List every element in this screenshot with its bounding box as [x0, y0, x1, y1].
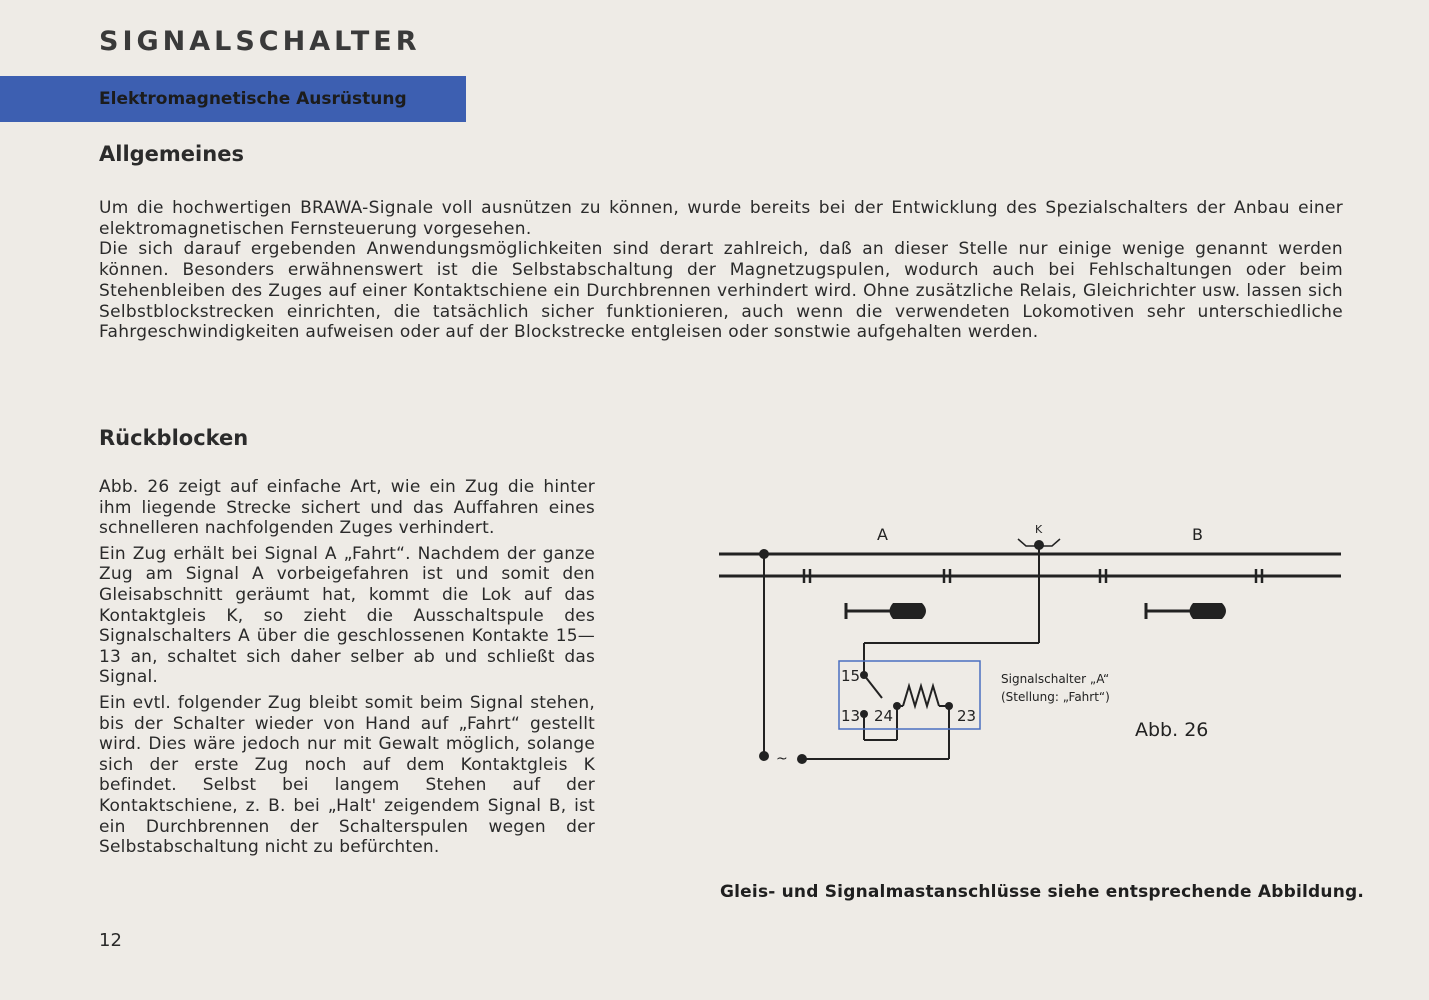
terminal-13-label: 13: [841, 707, 861, 725]
terminal-15-label: 15: [841, 667, 861, 685]
intro-text: [99, 198, 1343, 343]
heading-rueckblocken: Rückblocken: [99, 426, 249, 450]
page-title: SIGNALSCHALTER: [99, 26, 421, 57]
ac-terminal-left: [759, 751, 769, 761]
switch-name: Signalschalter „A“: [1001, 672, 1110, 686]
intro-paragraph: Die sich darauf ergebenden Anwendungsmöglichkeiten sind derart zahlreich, daß an dieser Stelle nur einige wenige genannt werden können. Besonders erwähnenswert ist die Selbstabschaltung der Magnetzugspulen, wodurch auch bei Fehlschaltungen oder beim Stehenbleiben des Zuges auf einer Kontaktschiene ein Durchbrennen verhindert wird. Ohne zusätzliche Relais, Gleichrichter usw. lassen sich Selbstblockstrecken einrichten, die tatsächlich sicher funktionieren, auch wenn die verwendeten Lokomotiven sehr unterschiedliche Fahrgeschwindigkeiten aufweisen oder auf der Blockstrecke entgleisen oder sonstwie aufgehalten werden.: [99, 239, 1343, 343]
heading-allgemeines: Allgemeines: [99, 142, 244, 166]
rueckblocken-paragraph: Ein Zug erhält bei Signal A „Fahrt“. Nachdem der ganze Zug am Signal A vorbeigefahren ist und somit den Gleisabschnitt geräumt hat, kommt die Lok auf das Kontaktgleis K, so zieht die Ausschaltspule des Signalschalters A über die geschlossenen Kontakte 15—13 an, schaltet sich daher selber ab und schließt das Signal.: [99, 543, 595, 688]
page-number: 12: [99, 930, 122, 951]
terminal-24-label: 24: [874, 707, 894, 725]
label-b: B: [1192, 525, 1203, 544]
rueckblocken-paragraph: Abb. 26 zeigt auf einfache Art, wie ein Zug die hinter ihm liegende Strecke sichert und das Auffahren eines schnelleren nachfolgenden Zuges verhindert.: [99, 477, 595, 539]
figure-caption: Gleis- und Signalmastanschlüsse siehe entsprechende Abbildung.: [720, 882, 1365, 902]
rueckblocken-text: [99, 477, 595, 863]
terminal-dot-13: [860, 710, 868, 718]
terminal-dot-15: [860, 671, 868, 679]
terminal-23-label: 23: [957, 707, 977, 725]
intro-paragraph: Um die hochwertigen BRAWA-Signale voll ausnützen zu können, wurde bereits bei der Entwicklung des Spezialschalters der Anbau einer elektromagnetischen Fernsteuerung vorgesehen.: [99, 198, 1343, 239]
signal-a: [846, 603, 926, 619]
rueckblocken-paragraph: Ein evtl. folgender Zug bleibt somit beim Signal stehen, bis der Schalter wieder von Hand auf „Fahrt“ gestellt wird. Dies wäre jedoch nur mit Gewalt möglich, solange sich der erste Zug noch auf dem Kontaktgleis K befindet. Selbst bei langem Stehen auf der Kontaktschiene, z. B. bei „Halt' zeigendem Signal B, ist ein Durchbrennen der Schalterspulen wegen der Selbstabschaltung nicht zu befürchten.: [99, 692, 595, 858]
figure-label: Abb. 26: [1135, 719, 1209, 741]
label-k: K: [1035, 523, 1043, 536]
terminal-dot-23: [945, 702, 953, 710]
section-band-label: Elektromagnetische Ausrüstung: [99, 89, 407, 109]
ac-symbol: ~: [776, 751, 788, 767]
wiring-diagram: [700, 510, 1360, 790]
terminal-dot-24: [893, 702, 901, 710]
junction-dot: [759, 549, 769, 559]
ac-terminal-right: [797, 754, 807, 764]
section-band: [0, 76, 466, 122]
signal-b: [1146, 603, 1226, 619]
switch-state: (Stellung: „Fahrt“): [1001, 690, 1110, 704]
label-a: A: [877, 525, 888, 544]
